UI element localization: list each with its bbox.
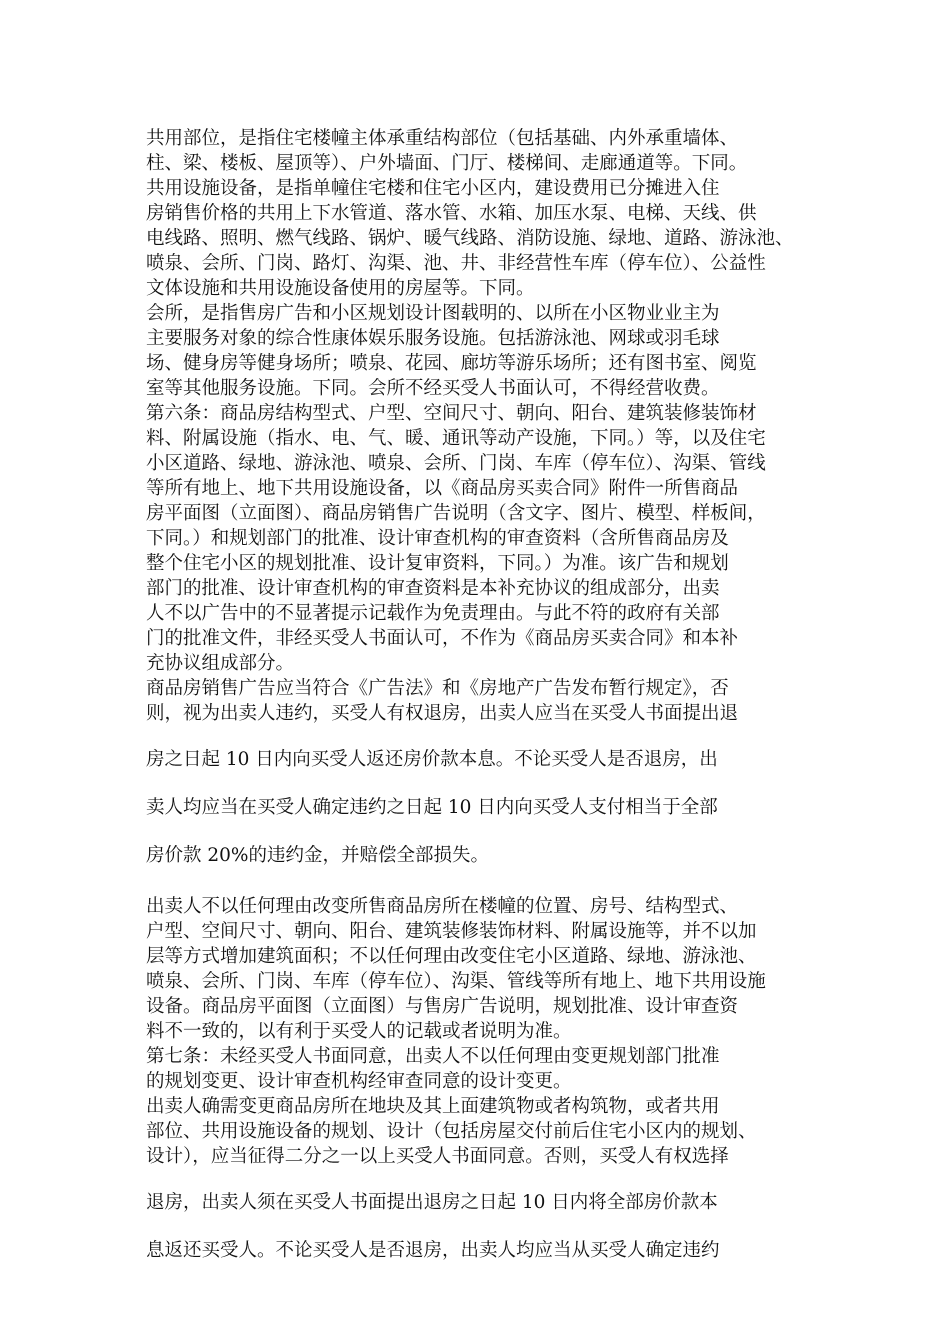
text-line: 第七条：未经买受人书面同意，出卖人不以任何理由变更规划部门批准 (146, 1046, 720, 1067)
text-line: 柱、梁、楼板、屋顶等）、户外墙面、门厅、楼梯间、走廊通道等。下同。 (146, 153, 748, 174)
text-line: 设计），应当征得二分之一以上买受人书面同意。否则，买受人有权选择 (146, 1146, 729, 1167)
text-line: 出卖人不以任何理由改变所售商品房所在楼幢的位置、房号、结构型式、 (146, 896, 739, 917)
text-line: 房之日起 10 日内向买受人返还房价款本息。不论买受人是否退房，出 (146, 749, 718, 770)
text-line: 出卖人确需变更商品房所在地块及其上面建筑物或者构筑物，或者共用 (146, 1096, 720, 1117)
text-line: 第六条：商品房结构型式、户型、空间尺寸、朝向、阳台、建筑装修装饰材 (146, 403, 757, 424)
text-line: 设备。商品房平面图（立面图）与售房广告说明，规划批准、设计审查资 (146, 996, 739, 1017)
text-line: 电线路、照明、燃气线路、锅炉、暖气线路、消防设施、绿地、道路、游泳池、 (146, 228, 794, 249)
text-block-4 (146, 1179, 826, 1275)
text-line: 房平面图（立面图）、商品房销售广告说明（含文字、图片、模型、样板间， (146, 503, 766, 524)
text-line: 等所有地上、地下共用设施设备，以《商品房买卖合同》附件一所售商品 (146, 478, 739, 499)
text-line: 共用设施设备，是指单幢住宅楼和住宅小区内，建设费用已分摊进入住 (146, 178, 720, 199)
text-line: 室等其他服务设施。下同。会所不经买受人书面认可，不得经营收费。 (146, 378, 720, 399)
text-line: 会所，是指售房广告和小区规划设计图载明的、以所在小区物业业主为 (146, 303, 720, 324)
text-line: 部门的批准、设计审查机构的审查资料是本补充协议的组成部分，出卖 (146, 578, 720, 599)
text-block-1 (146, 126, 826, 726)
text-line: 小区道路、绿地、游泳池、喷泉、会所、门岗、车库（停车位）、沟渠、管线 (146, 453, 766, 474)
text-line: 的规划变更、设计审查机构经审查同意的设计变更。 (146, 1071, 572, 1092)
text-line: 门的批准文件，非经买受人书面认可，不作为《商品房买卖合同》和本补 (146, 628, 739, 649)
text-line: 下同。）和规划部门的批准、设计审查机构的审查资料（含所售商品房及 (146, 528, 729, 549)
text-line: 喷泉、会所、门岗、路灯、沟渠、池、井、非经营性车库（停车位）、公益性 (146, 253, 766, 274)
text-line: 喷泉、会所、门岗、车库（停车位）、沟渠、管线等所有地上、地下共用设施 (146, 971, 766, 992)
text-line: 房价款 20%的违约金，并赔偿全部损失。 (146, 845, 490, 866)
document-body (146, 126, 826, 1275)
text-line: 共用部位，是指住宅楼幢主体承重结构部位（包括基础、内外承重墙体、 (146, 128, 739, 149)
text-line: 场、健身房等健身场所；喷泉、花园、廊坊等游乐场所；还有图书室、阅览 (146, 353, 757, 374)
text-line: 户型、空间尺寸、朝向、阳台、建筑装修装饰材料、附属设施等，并不以加 (146, 921, 757, 942)
text-block-3 (146, 894, 826, 1169)
text-line: 整个住宅小区的规划批准、设计复审资料，下同。）为准。该广告和规划 (146, 553, 729, 574)
text-line: 主要服务对象的综合性康体娱乐服务设施。包括游泳池、网球或羽毛球 (146, 328, 720, 349)
text-line: 息返还买受人。不论买受人是否退房，出卖人均应当从买受人确定违约 (146, 1240, 720, 1261)
text-block-2 (146, 736, 826, 880)
text-line: 商品房销售广告应当符合《广告法》和《房地产广告发布暂行规定》，否 (146, 678, 729, 699)
text-line: 部位、共用设施设备的规划、设计（包括房屋交付前后住宅小区内的规划、 (146, 1121, 757, 1142)
text-line: 卖人均应当在买受人确定违约之日起 10 日内向买受人支付相当于全部 (146, 797, 718, 818)
text-line: 文体设施和共用设施设备使用的房屋等。下同。 (146, 278, 535, 299)
text-line: 则，视为出卖人违约，买受人有权退房，出卖人应当在买受人书面提出退 (146, 703, 739, 724)
text-line: 充协议组成部分。 (146, 653, 295, 674)
text-line: 退房，出卖人须在买受人书面提出退房之日起 10 日内将全部房价款本 (146, 1192, 718, 1213)
text-line: 层等方式增加建筑面积；不以任何理由改变住宅小区道路、绿地、游泳池、 (146, 946, 757, 967)
text-line: 房销售价格的共用上下水管道、落水管、水箱、加压水泵、电梯、天线、供 (146, 203, 757, 224)
text-line: 料不一致的，以有利于买受人的记载或者说明为准。 (146, 1021, 572, 1042)
text-line: 料、附属设施（指水、电、气、暖、通讯等动产设施，下同。）等，以及住宅 (146, 428, 766, 449)
text-line: 人不以广告中的不显著提示记载作为免责理由。与此不符的政府有关部 (146, 603, 720, 624)
